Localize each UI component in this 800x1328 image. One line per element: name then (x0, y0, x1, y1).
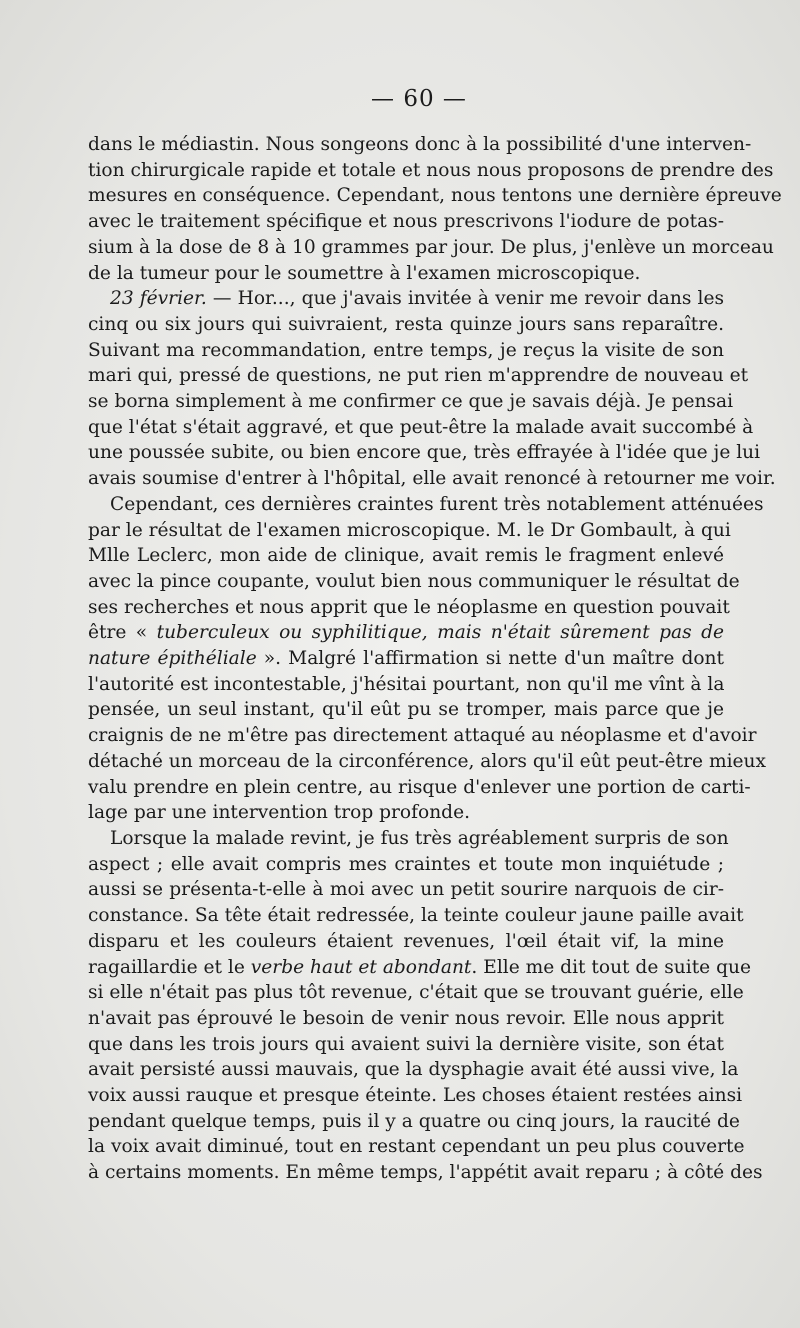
quote-italic: nature épithéliale (88, 648, 257, 670)
paragraph-1 (88, 132, 782, 286)
text-line: si elle n'était pas plus tôt revenue, c'était que se trouvant guérie, elle (88, 982, 744, 1004)
quote-prefix: être « (88, 622, 157, 644)
paragraph-2 (88, 286, 776, 492)
text-line: une poussée subite, ou bien encore que, très effrayée à l'idée que je lui (88, 442, 761, 464)
text-line: mesures en conséquence. Cependant, nous tentons une dernière épreuve (88, 185, 782, 207)
quoted-line (88, 646, 724, 672)
quote-italic: tuberculeux ou syphilitique, mais n'était sûrement pas de (156, 622, 724, 644)
entry-text: — Hor..., que j'avais invitée à venir me revoir dans les (206, 288, 724, 310)
text-line: Mlle Leclerc, mon aide de clinique, avait remis le fragment enlevé (88, 545, 724, 567)
text-line: pensée, un seul instant, qu'il eût pu se tromper, mais parce que je (88, 699, 724, 721)
text-line: avais soumise d'entrer à l'hôpital, elle avait renoncé à retourner me voir. (88, 468, 776, 490)
text-line: que l'état s'était aggravé, et que peut-être la malade avait succombé à (88, 416, 754, 438)
text-line: valu prendre en plein centre, au risque d'enlever une portion de carti- (88, 776, 751, 798)
paragraph-4 (88, 826, 763, 1186)
text-line: l'autorité est incontestable, j'hésitai pourtant, non qu'il me vînt à la (88, 673, 725, 695)
text-line: pendant quelque temps, puis il y a quatre ou cinq jours, la raucité de (88, 1110, 740, 1132)
text-line: lage par une intervention trop profonde. (88, 802, 470, 824)
text-line: craignis de ne m'être pas directement attaqué au néoplasme et d'avoir (88, 725, 757, 747)
text-line: avec le traitement spécifique et nous prescrivons l'iodure de potas- (88, 211, 724, 233)
emphasis-rest: . Elle me dit tout de suite que (471, 956, 751, 978)
text-line: tion chirurgicale rapide et totale et nous nous proposons de prendre des (88, 159, 774, 181)
emphasis-line (88, 955, 751, 981)
text-line: se borna simplement à me confirmer ce que je savais déjà. Je pensai (88, 391, 734, 413)
text-line: n'avait pas éprouvé le besoin de venir nous revoir. Elle nous apprit (88, 1007, 724, 1029)
text-line: détaché un morceau de la circonférence, alors qu'il eût peut-être mieux (88, 750, 766, 772)
text-line: aussi se présenta-t-elle à moi avec un petit sourire narquois de cir- (88, 879, 724, 901)
text-line: la voix avait diminué, tout en restant cependant un peu plus couverte (88, 1136, 745, 1158)
paragraph-3 (88, 492, 766, 826)
text-line: constance. Sa tête était redressée, la teinte couleur jaune paille avait (88, 905, 744, 927)
text-line: avait persisté aussi mauvais, que la dysphagie avait été aussi vive, la (88, 1059, 739, 1081)
text-line: disparu et les couleurs étaient revenues, l'œil était vif, la mine (88, 930, 724, 952)
text-line: par le résultat de l'examen microscopique. M. le Dr Gombault, à qui (88, 519, 731, 541)
page-number: — 60 — (371, 86, 467, 112)
dated-entry-line (88, 286, 724, 312)
text-line: Lorsque la malade revint, je fus très agréablement surpris de son (110, 827, 729, 849)
text-line: à certains moments. En même temps, l'appétit avait reparu ; à côté des (88, 1162, 763, 1184)
text-line: dans le médiastin. Nous songeons donc à la possibilité d'une interven- (88, 134, 752, 155)
text-line: aspect ; elle avait compris mes craintes et toute mon inquiétude ; (88, 853, 724, 875)
quoted-line (88, 620, 724, 646)
emphasis-prefix: ragaillardie et le (88, 956, 251, 978)
text-line: ses recherches et nous apprit que le néoplasme en question pouvait (88, 596, 730, 618)
text-line: Suivant ma recommandation, entre temps, je reçus la visite de son (88, 339, 724, 361)
quote-rest: ». Malgré l'affirmation si nette d'un maître dont (256, 648, 724, 670)
text-line: cinq ou six jours qui suivraient, resta quinze jours sans reparaître. (88, 313, 724, 335)
entry-date: 23 février. (110, 288, 207, 310)
text-line: voix aussi rauque et presque éteinte. Les choses étaient restées ainsi (88, 1085, 743, 1107)
text-line: Cependant, ces dernières craintes furent très notablement atténuées (110, 493, 764, 515)
text-line: que dans les trois jours qui avaient suivi la dernière visite, son état (88, 1033, 724, 1055)
text-line: avec la pince coupante, voulut bien nous communiquer le résultat de (88, 570, 740, 592)
text-line: mari qui, pressé de questions, ne put rien m'apprendre de nouveau et (88, 365, 749, 387)
emphasis-italic: verbe haut et abondant (250, 956, 472, 978)
text-line: de la tumeur pour le soumettre à l'examen microscopique. (88, 262, 641, 284)
text-line: sium à la dose de 8 à 10 grammes par jour. De plus, j'enlève un morceau (88, 236, 774, 258)
